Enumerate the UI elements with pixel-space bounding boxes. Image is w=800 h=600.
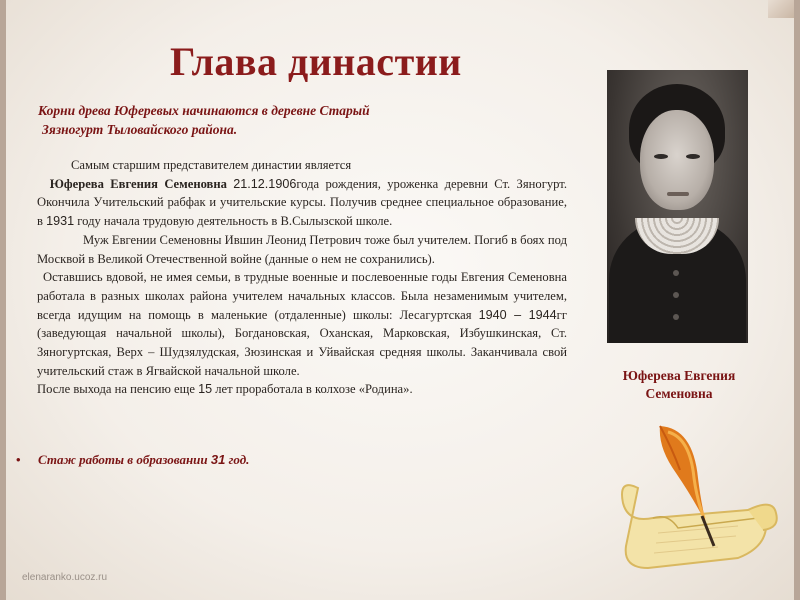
scroll-with-quill-icon (598, 418, 788, 578)
paragraph-2: Муж Евгении Семеновны Ившин Леонид Петрович тоже был учителем. Погиб в боях под Москвой в Великой Отечественной войне (данные о нем не сохранились). (37, 232, 567, 266)
p1-name: Юферева Евгения Семеновна (49, 176, 227, 191)
photo-caption (604, 367, 754, 403)
experience-years: 31 (210, 452, 226, 467)
paragraph-4 (37, 380, 567, 399)
slide-corner-decoration (768, 0, 794, 18)
intro-line-2: Зязногурт Тыловайского района. (42, 122, 238, 137)
intro-text (38, 101, 458, 139)
caption-line-1: Юферева Евгения (622, 368, 736, 383)
p1-end: году начала трудовую деятельность в В.Сылызской школе. (77, 214, 393, 229)
p4-text-a: После выхода на пенсию еще (37, 382, 195, 397)
footer-source: elenaranko.ucoz.ru (22, 572, 108, 583)
p1-rest: года рождения, уроженка деревни Ст. Зяногурт. Окончила Учительский рабфак и учительские курсы. Получив среднее специальное образование, в (37, 176, 567, 229)
paragraph-1 (37, 156, 567, 231)
p1-intro: Самым старшим представителем династии является (71, 158, 352, 172)
p1-year: 1931 (46, 214, 75, 229)
experience-text (38, 451, 249, 469)
biography-text (37, 156, 567, 399)
slide-title: Глава династии (170, 39, 462, 84)
intro-line-1: Корни древа Юферевых начинаются в деревне Старый (38, 103, 370, 118)
p3-years: 1940 – 1944 (478, 307, 557, 322)
p3-text-b: гг (заведующая начальной школы), Богдановская, Оханская, Марковская, Избушкинская, Ст. Зяногуртская, Верх – Шудзялудская, Зюзинская и Уйвайская средняя школы. Заканчивала свой учительский стаж в Ягвайской начальной школе. (37, 307, 567, 378)
p1-date: 21.12.1906 (233, 176, 297, 191)
bullet-icon: • (16, 452, 21, 467)
caption-line-2: Семеновна (645, 386, 713, 401)
p3-text-a: Оставшись вдовой, не имея семьи, в трудные военные и послевоенные годы Евгения Семеновна работала в разных школах района учителем начальных классов. Была незаменимым учителем, всегда идущим на помощь в маленькие (отдаленные) школы: Лесагуртская (37, 270, 567, 322)
paragraph-3 (37, 268, 567, 380)
portrait-photo (607, 70, 748, 343)
experience-end: год. (225, 452, 250, 467)
p4-num: 15 (198, 382, 213, 397)
experience-label: Стаж работы в образовании (38, 452, 211, 467)
p4-text-b: лет проработала в колхозе «Родина». (215, 382, 413, 397)
